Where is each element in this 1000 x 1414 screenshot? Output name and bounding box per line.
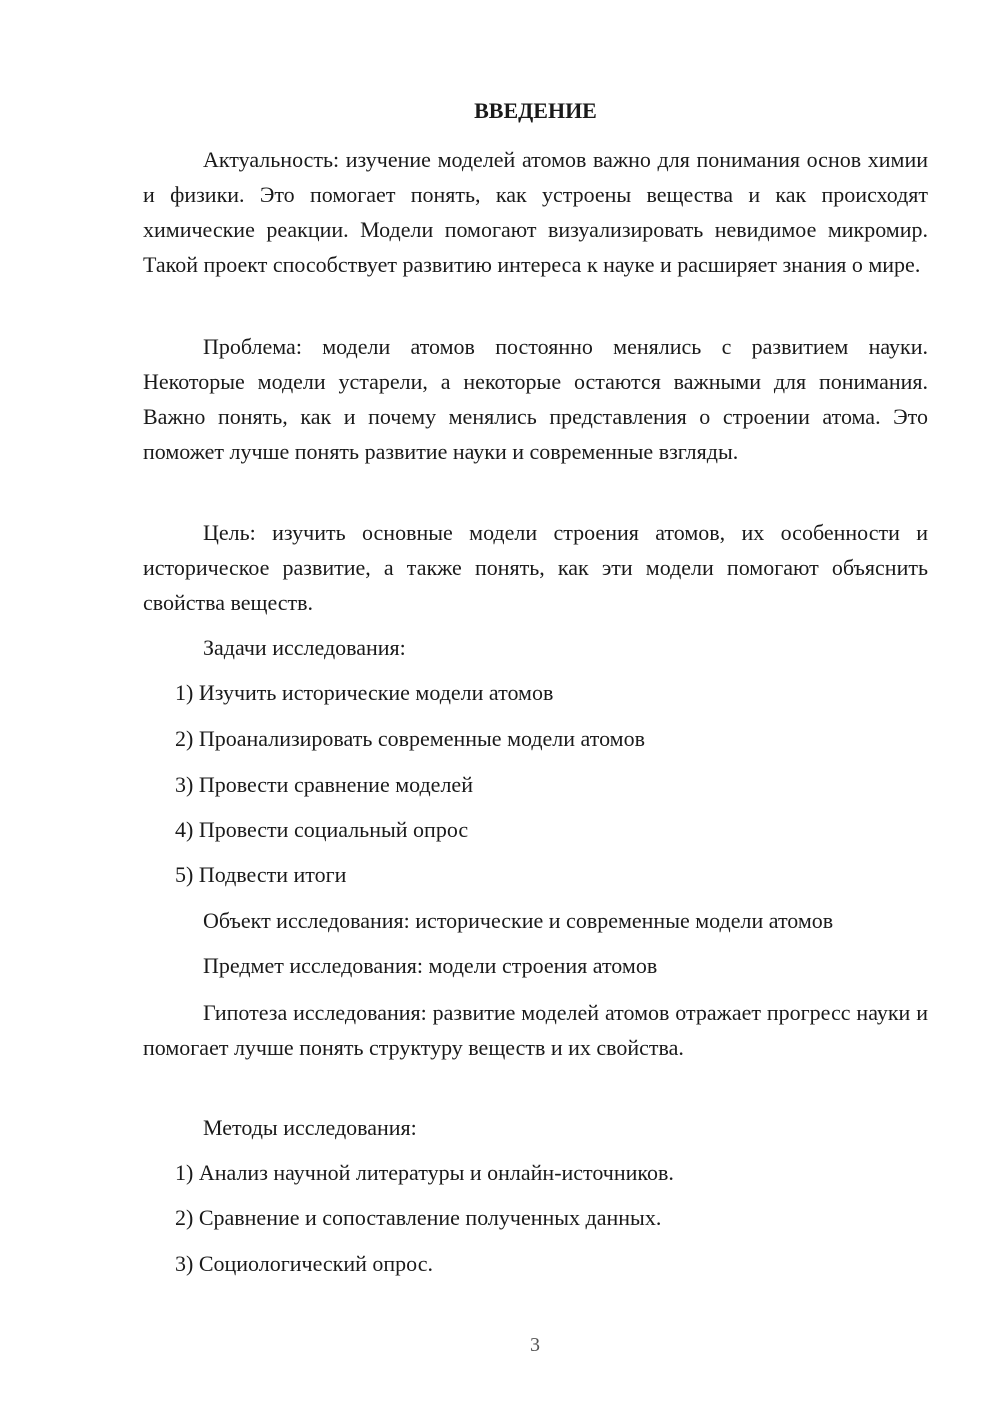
hypothesis-block <box>143 995 928 1065</box>
relevance-paragraph: Актуальность: изучение моделей атомов важно для понимания основ химии и физики. Это помогает понять, как устроены вещества и как происходят химические реакции. Модели помогают визуализировать невидимое микромир. Такой проект способствует развитию интереса к науке и расширяет знания о мире. <box>143 147 928 277</box>
page-number: 3 <box>530 1334 540 1356</box>
tasks-label: Задачи исследования: <box>203 635 406 660</box>
task-item: 4) Провести социальный опрос <box>175 817 469 842</box>
hypothesis-paragraph: Гипотеза исследования: развитие моделей атомов отражает прогресс науки и помогает лучше понять структуру веществ и их свойства. <box>143 1000 928 1060</box>
methods-label: Методы исследования: <box>203 1115 417 1140</box>
object-line: Объект исследования: исторические и современные модели атомов <box>203 908 834 933</box>
relevance-block <box>143 142 928 282</box>
subject-line: Предмет исследования: модели строения атомов <box>203 953 658 978</box>
goal-paragraph: Цель: изучить основные модели строения атомов, их особенности и историческое развитие, а также понять, как эти модели помогают объяснить свойства веществ. <box>143 520 928 615</box>
problem-paragraph: Проблема: модели атомов постоянно менялись с развитием науки. Некоторые модели устарели, а некоторые остаются важными для понимания. Важно понять, как и почему менялись представления о строении атома. Это поможет лучше понять развитие науки и современные взгляды. <box>143 334 928 464</box>
method-item: 1) Анализ научной литературы и онлайн-источников. <box>175 1160 674 1185</box>
task-item: 1) Изучить исторические модели атомов <box>175 680 554 705</box>
task-item: 5) Подвести итоги <box>175 862 347 887</box>
problem-block <box>143 329 928 469</box>
task-item: 2) Проанализировать современные модели атомов <box>175 726 645 751</box>
page-title: ВВЕДЕНИЕ <box>474 98 597 123</box>
method-item: 3) Социологический опрос. <box>175 1251 433 1276</box>
goal-block <box>143 515 928 620</box>
method-item: 2) Сравнение и сопоставление полученных данных. <box>175 1205 662 1230</box>
task-item: 3) Провести сравнение моделей <box>175 772 473 797</box>
